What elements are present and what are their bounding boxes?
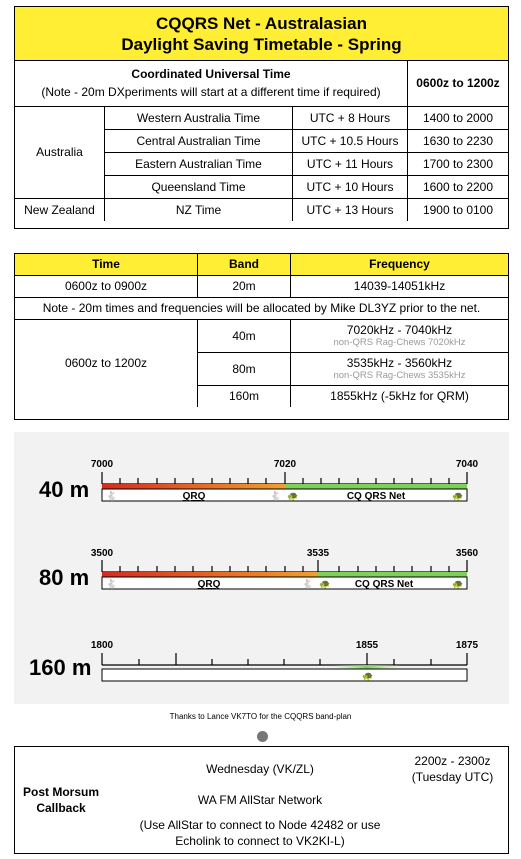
frequency-box [14,253,509,420]
qrq-label: QRQ [197,579,221,590]
utc-header-cell [15,61,408,106]
ragchew-note: non-QRS Rag-Chews 7020kHz [333,337,466,348]
callback-box [14,746,509,854]
band-cell: 160m [198,385,291,407]
band-cell: 40m [198,319,291,352]
tick-label: 3500 [90,548,114,559]
frequency-cell [291,352,509,385]
frequency-cell [291,319,509,352]
callback-note [105,817,415,849]
qrs-net-label: CQ QRS Net [346,491,406,502]
page-title [15,7,508,61]
local-time-cell: 1630 to 2230 [408,129,509,152]
zone-cell: Central Australian Time [105,129,293,152]
callback-label-line-1: Post Morsum [22,785,99,799]
band-label: 160 m [29,655,92,680]
local-time-cell: 1600 to 2200 [408,175,509,198]
rabbit-icon: 🐇 [302,579,314,589]
col-header-band: Band [198,254,291,275]
frequency-note: Note - 20m times and frequencies will be allocated by Mike DL3YZ prior to the net. [15,297,508,319]
turtle-icon: 🐇 [106,491,118,501]
turtle-icon: 🐢 [452,491,464,501]
utc-header-label: Coordinated Universal Time [131,67,291,82]
utc-header-note: (Note - 20m DXperiments will start at a different time if required) [41,85,381,100]
nz-country-cell: New Zealand [15,198,105,221]
local-time-cell: 1900 to 0100 [408,198,509,221]
tick-label: 7020 [273,459,297,470]
zone-cell: Eastern Australian Time [105,152,293,175]
zone-cell: Queensland Time [105,175,293,198]
tick-label: 3560 [455,548,479,559]
offset-cell: UTC + 10.5 Hours [293,129,408,152]
zone-cell: NZ Time [105,198,293,221]
offset-cell: UTC + 8 Hours [293,106,408,129]
band-cell: 80m [198,352,291,385]
timezone-table [15,61,508,221]
col-header-time: Time [15,254,198,275]
qrs-net-label: CQ QRS Net [354,579,414,590]
turtle-icon: 🐢 [362,671,374,681]
turtle-icon: 🐢 [287,491,299,501]
tick-label: 1800 [90,640,114,651]
tick-label: 7040 [455,459,479,470]
australia-cell: Australia [15,106,105,198]
tick-label: 1875 [455,640,479,651]
pagination-dot[interactable] [257,731,268,742]
rabbit-icon: 🐇 [106,579,118,589]
band-label: 40 m [39,477,90,502]
callback-network: WA FM AllStar Network [197,793,323,807]
callback-day: Wednesday (VK/ZL) [206,762,314,776]
local-time-cell: 1700 to 2300 [408,152,509,175]
turtle-icon: 🐢 [452,579,464,589]
time-cell: 0600z to 1200z [15,319,198,407]
tick-label: 1855 [355,640,379,651]
band-160m [29,640,479,681]
band-plan [14,432,509,704]
tick-label: 7000 [90,459,114,470]
frequency-cell: 14039-14051kHz [291,275,509,297]
turtle-icon: 🐢 [319,579,331,589]
time-cell: 0600z to 0900z [15,275,198,297]
callback-label-line-2: Callback [36,801,86,815]
band-cell: 20m [198,275,291,297]
col-header-frequency: Frequency [291,254,509,275]
callback-note-line-2: Echolink to connect to VK2KI-L) [175,834,345,848]
callback-label [15,784,107,816]
offset-cell: UTC + 10 Hours [293,175,408,198]
band-plan-credit: Thanks to Lance VK7TO for the CQQRS band-plan [169,712,352,721]
timetable-box [14,6,509,229]
offset-cell: UTC + 13 Hours [293,198,408,221]
callback-note-line-1: (Use AllStar to connect to Node 42482 or use [139,818,381,832]
band-label: 80 m [39,565,90,590]
title-line-2: Daylight Saving Timetable - Spring [121,35,402,54]
zone-cell: Western Australia Time [105,106,293,129]
band-80m [39,548,479,590]
title-line-1: CQQRS Net - Australasian [156,14,367,33]
offset-cell: UTC + 11 Hours [293,152,408,175]
callback-time-line-2: (Tuesday UTC) [411,770,494,784]
frequency-cell: 1855kHz (-5kHz for QRM) [291,385,509,407]
frequency-table [15,254,508,407]
rabbit-icon: 🐇 [270,491,282,501]
callback-time [395,753,510,785]
frequency-range: 3535kHz - 3560kHz [346,356,453,370]
band-plan-graphic [14,432,509,704]
utc-header-time: 0600z to 1200z [408,61,509,106]
band-40m [39,459,479,502]
qrq-label: QRQ [182,491,206,502]
ragchew-note: non-QRS Rag-Chews 3535kHz [333,370,466,381]
local-time-cell: 1400 to 2000 [408,106,509,129]
frequency-range: 7020kHz - 7040kHz [346,323,453,337]
tick-label: 3535 [306,548,330,559]
callback-time-line-1: 2200z - 2300z [414,754,491,768]
